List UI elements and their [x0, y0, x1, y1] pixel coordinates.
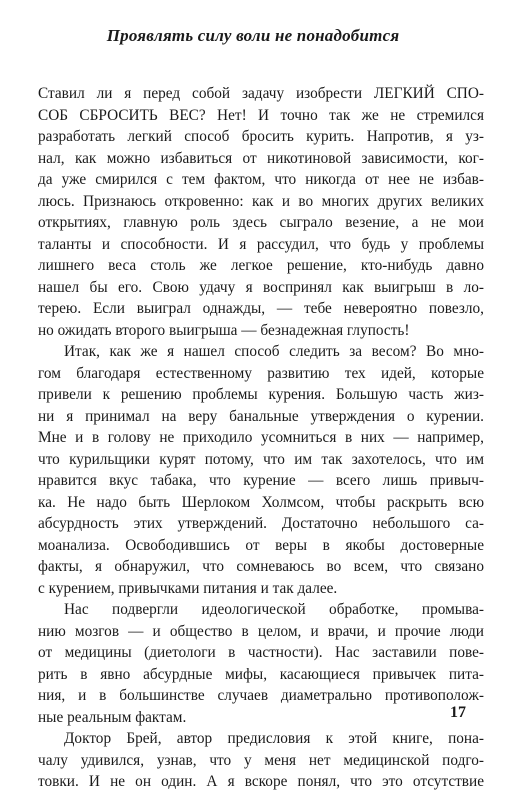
text-line: привели к решению проблемы курения. Большую часть жиз- — [38, 386, 484, 403]
text-line: Нас подвергли идеологической обработке, промыва- — [64, 601, 484, 618]
text-line: чалу удивился, узнав, что у меня нет медицинской подго- — [38, 751, 484, 769]
text-line: что курильщики курят потому, что им так захотелось, что им — [38, 450, 484, 468]
text-line: Мне и в голову не приходило усомниться в них — например, — [38, 429, 484, 446]
text-line: но ожидать второго выигрыша — безнадежная глупость! — [38, 321, 410, 339]
text-line: лишнего веса столь же легкое решение, кто-нибудь давно — [38, 257, 484, 274]
text-line: Ставил ли я перед собой задачу изобрести ЛЕГКИЙ СПО- — [38, 85, 484, 102]
text-line: нию мозгов — и общество в целом, и врачи, и прочие люди — [38, 622, 484, 640]
text-line: факты, я обнаружил, что сомневаюсь во всем, что связано — [38, 558, 484, 575]
text-line: ные реальным фактам. — [38, 708, 187, 726]
text-line: нравится вкус табака, что курение — всего лишь привыч- — [38, 472, 484, 489]
text-line: терею. Если выиграл однажды, — тебе невероятно повезло, — [38, 300, 484, 317]
text-line: открытиях, главную роль здесь сыграло везение, а не мои — [38, 214, 484, 231]
text-line: ни я принимал на веру банальные утверждения о курении. — [38, 407, 484, 425]
text-line: нал, как можно избавиться от никотиновой зависимости, ког- — [38, 149, 484, 167]
text-line: ния, и в большинстве случаев диаметрально противополож- — [38, 687, 484, 704]
text-line: с курением, привычками питания и так далее. — [38, 579, 338, 597]
text-line: СОБ СБРОСИТЬ ВЕС? Нет! И точно так же не стремился — [38, 106, 484, 124]
text-line: от медицины (диетологи в частности). Нас заставили пове- — [38, 644, 484, 661]
text-line: люсь. Признаюсь откровенно: как и во многих других великих — [38, 192, 484, 210]
text-line: нашел бы его. Свою удачу я воспринял как выигрыш в ло- — [38, 278, 484, 296]
text-line: рить в явно абсурдные мифы, касающиеся привычек пита- — [38, 665, 484, 683]
page-number: 17 — [450, 704, 466, 721]
text-line: ка. Не надо быть Шерлоком Холмсом, чтобы раскрыть всю — [38, 493, 484, 511]
text-line: абсурдность этих утверждений. Достаточно небольшого са- — [38, 515, 484, 532]
text-line: моанализа. Освободившись от веры в якобы достоверные — [38, 536, 484, 554]
text-line: гом благодаря естественному развитию тех идей, которые — [38, 364, 484, 382]
running-head: Проявлять силу воли не понадобится — [106, 26, 400, 45]
text-line: таланты и способности. И я рассудил, что будь у проблемы — [38, 235, 484, 253]
text-line: товки. И не он один. А я вскоре понял, что это отсутствие — [38, 773, 484, 790]
text-line: разработать легкий способ бросить курить. Напротив, я уз- — [38, 128, 484, 145]
body-text — [38, 83, 484, 793]
text-line: да уже смирился с тем фактом, что никогда от нее не избав- — [38, 171, 484, 188]
text-line: Доктор Брей, автор предисловия к этой книге, пона- — [64, 730, 484, 747]
text-line: Итак, как же я нашел способ следить за весом? Во мно- — [64, 343, 484, 360]
